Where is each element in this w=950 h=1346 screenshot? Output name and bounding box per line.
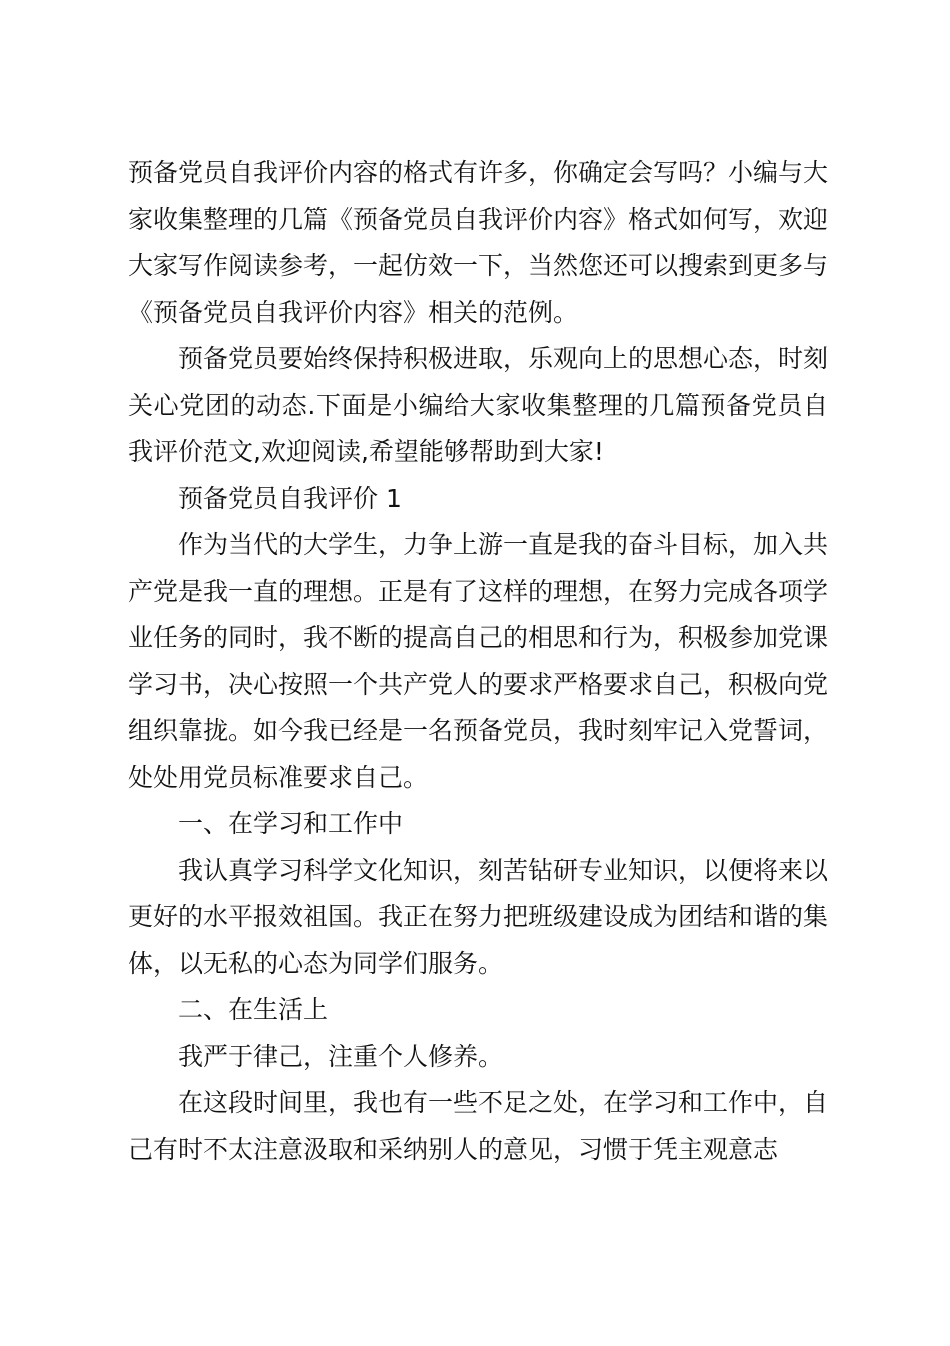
paragraph-shortcomings: 在这段时间里，我也有一些不足之处，在学习和工作中，自己有时不太注意汲取和采纳别人的意见，习惯于凭主观意志 — [128, 1088, 829, 1164]
paragraph-intro: 预备党员自我评价内容的格式有许多，你确定会写吗？小编与大家收集整理的几篇《预备党员自我评价内容》格式如何写，欢迎大家写作阅读参考，一起仿效一下，当然您还可以搜索到更多与《预备党员自我评价内容》相关的范例。 — [128, 158, 829, 327]
paragraph-study: 我认真学习科学文化知识，刻苦钻研专业知识，以便将来以更好的水平报效祖国。我正在努力把班级建设成为团结和谐的集体，以无私的心态为同学们服务。 — [128, 855, 829, 978]
subheading-life: 二、在生活上 — [178, 995, 329, 1024]
paragraph-evaluation-body: 作为当代的大学生，力争上游一直是我的奋斗目标，加入共产党是我一直的理想。正是有了这样的理想，在努力完成各项学业任务的同时，我不断的提高自己的相思和行为，积极参加党课学习书，决心按照一个共产党人的要求严格要求自己，积极向党组织靠拢。如今我已经是一名预备党员，我时刻牢记入党誓词，处处用党员标准要求自己。 — [128, 530, 829, 792]
paragraph-preface: 预备党员要始终保持积极进取，乐观向上的思想心态，时刻关心党团的动态.下面是小编给大家收集整理的几篇预备党员自我评价范文,欢迎阅读,希望能够帮助到大家! — [128, 344, 829, 466]
subheading-study-and-work: 一、在学习和工作中 — [178, 809, 404, 838]
document-body — [128, 150, 828, 1173]
section-heading-evaluation-1: 预备党员自我评价 1 — [178, 483, 402, 513]
paragraph-life: 我严于律己，注重个人修养。 — [178, 1041, 504, 1071]
